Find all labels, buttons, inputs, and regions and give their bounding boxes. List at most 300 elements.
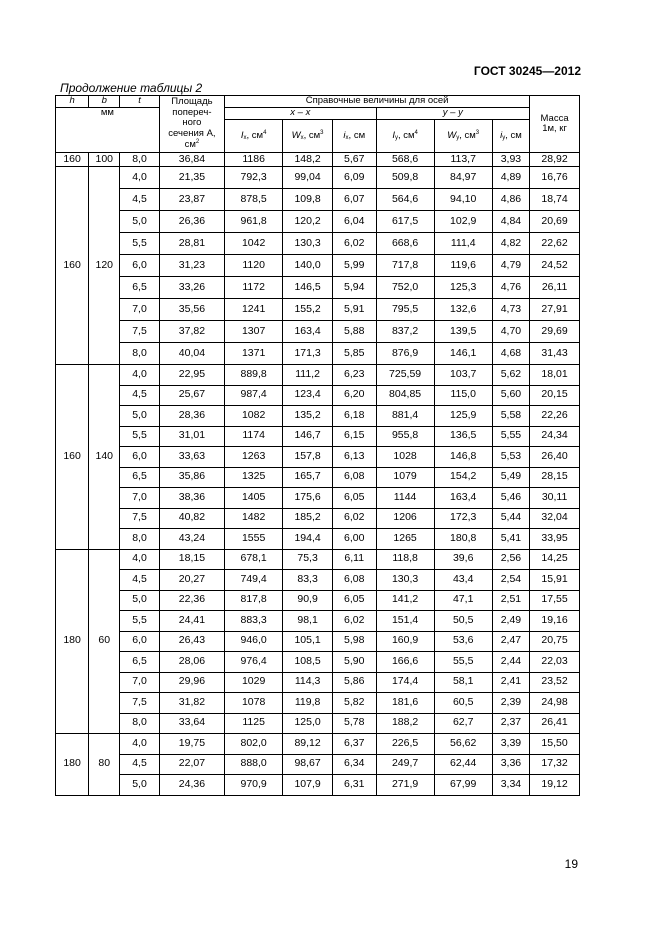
table-cell: 109,8 [283, 189, 333, 211]
table-cell: 5,0 [120, 775, 159, 796]
table-cell: 7,0 [120, 299, 159, 321]
table-cell: 1079 [376, 467, 434, 488]
table-cell: 6,15 [332, 426, 376, 447]
table-cell: 5,5 [120, 426, 159, 447]
table-cell: 28,06 [159, 652, 224, 673]
table-cell: 7,5 [120, 693, 159, 714]
table-row [56, 672, 580, 693]
table-row [56, 343, 580, 365]
table-cell: 20,69 [530, 211, 580, 233]
table-row [56, 365, 580, 386]
table-cell: 31,23 [159, 255, 224, 277]
table-cell: 1144 [376, 488, 434, 509]
table-cell: 53,6 [434, 631, 492, 652]
table-caption: Продолжение таблицы 2 [60, 81, 203, 95]
table-cell: 26,41 [530, 713, 580, 734]
table-cell: 1186 [225, 153, 283, 167]
table-cell: 6,31 [332, 775, 376, 796]
table-cell: 28,15 [530, 467, 580, 488]
table-cell: 792,3 [225, 167, 283, 189]
table-cell: 148,2 [283, 153, 333, 167]
table-cell: 4,68 [492, 343, 529, 365]
table-cell: 24,98 [530, 693, 580, 714]
table-cell: 108,5 [283, 652, 333, 673]
table-cell: 6,0 [120, 447, 159, 468]
table-cell: 132,6 [434, 299, 492, 321]
cell-b: 80 [89, 734, 120, 796]
table-cell: 5,5 [120, 611, 159, 632]
table-row [56, 488, 580, 509]
table-row [56, 153, 580, 167]
table-cell: 14,25 [530, 549, 580, 570]
table-cell: 38,36 [159, 488, 224, 509]
table-cell: 5,88 [332, 321, 376, 343]
table-cell: 22,03 [530, 652, 580, 673]
table-cell: 171,3 [283, 343, 333, 365]
table-cell: 35,86 [159, 467, 224, 488]
table-cell: 18,01 [530, 365, 580, 386]
table-cell: 564,6 [376, 189, 434, 211]
table-cell: 75,3 [283, 549, 333, 570]
table-cell: 26,11 [530, 277, 580, 299]
table-cell: 5,91 [332, 299, 376, 321]
table-cell: 155,2 [283, 299, 333, 321]
table-cell: 6,02 [332, 611, 376, 632]
table-cell: 6,5 [120, 467, 159, 488]
table-cell: 99,04 [283, 167, 333, 189]
table-cell: 2,54 [492, 570, 529, 591]
table-cell: 889,8 [225, 365, 283, 386]
table-cell: 181,6 [376, 693, 434, 714]
table-cell: 40,82 [159, 508, 224, 529]
header-b: b [89, 96, 120, 108]
table-cell: 5,99 [332, 255, 376, 277]
table-cell: 24,34 [530, 426, 580, 447]
table-cell: 40,04 [159, 343, 224, 365]
cell-h: 180 [56, 734, 89, 796]
header-ix: $I_x$, $см^4$ [225, 120, 283, 153]
table-cell: 125,0 [283, 713, 333, 734]
table-cell: 105,1 [283, 631, 333, 652]
header-axis-y: y – y [376, 108, 530, 120]
table-cell: 5,55 [492, 426, 529, 447]
table-cell: 58,1 [434, 672, 492, 693]
table-cell: 4,82 [492, 233, 529, 255]
table-cell: 157,8 [283, 447, 333, 468]
table-cell: 119,8 [283, 693, 333, 714]
table-cell: 22,07 [159, 754, 224, 775]
table-cell: 139,5 [434, 321, 492, 343]
table-cell: 28,81 [159, 233, 224, 255]
table-cell: 146,7 [283, 426, 333, 447]
table-cell: 1263 [225, 447, 283, 468]
table-cell: 151,4 [376, 611, 434, 632]
table-cell: 89,12 [283, 734, 333, 755]
table-cell: 4,0 [120, 167, 159, 189]
table-row [56, 549, 580, 570]
table-cell: 2,56 [492, 549, 529, 570]
table-cell: 4,79 [492, 255, 529, 277]
table-cell: 26,43 [159, 631, 224, 652]
table-cell: 154,2 [434, 467, 492, 488]
table-cell: 26,40 [530, 447, 580, 468]
table-row [56, 277, 580, 299]
table-cell: 22,62 [530, 233, 580, 255]
table-cell: 1371 [225, 343, 283, 365]
table-cell: 146,8 [434, 447, 492, 468]
table-cell: 84,97 [434, 167, 492, 189]
table-cell: 163,4 [283, 321, 333, 343]
table-cell: 113,7 [434, 153, 492, 167]
table-cell: 8,0 [120, 343, 159, 365]
table-cell: 22,26 [530, 406, 580, 427]
table-cell: 976,4 [225, 652, 283, 673]
table-row [56, 385, 580, 406]
table-cell: 4,86 [492, 189, 529, 211]
table-cell: 883,3 [225, 611, 283, 632]
header-mm: мм [56, 108, 160, 153]
table-row [56, 652, 580, 673]
table-cell: 6,37 [332, 734, 376, 755]
table-row [56, 299, 580, 321]
table-cell: 166,6 [376, 652, 434, 673]
table-row [56, 631, 580, 652]
table-cell: 160,9 [376, 631, 434, 652]
table-cell: 98,1 [283, 611, 333, 632]
table-cell: 5,78 [332, 713, 376, 734]
table-cell: 31,82 [159, 693, 224, 714]
header-rx: $i_x$, см [332, 120, 376, 153]
table-cell: 20,15 [530, 385, 580, 406]
table-cell: 617,5 [376, 211, 434, 233]
table-cell: 67,99 [434, 775, 492, 796]
table-cell: 802,0 [225, 734, 283, 755]
table-cell: 4,0 [120, 734, 159, 755]
table-cell: 5,67 [332, 153, 376, 167]
table-cell: 174,4 [376, 672, 434, 693]
table-row [56, 447, 580, 468]
table-cell: 249,7 [376, 754, 434, 775]
table-cell: 5,44 [492, 508, 529, 529]
table-cell: 6,5 [120, 277, 159, 299]
table-cell: 163,4 [434, 488, 492, 509]
table-cell: 1265 [376, 529, 434, 550]
table-cell: 6,04 [332, 211, 376, 233]
table-cell: 5,46 [492, 488, 529, 509]
table-cell: 7,0 [120, 488, 159, 509]
table-cell: 6,09 [332, 167, 376, 189]
table-cell: 1028 [376, 447, 434, 468]
table-cell: 47,1 [434, 590, 492, 611]
table-cell: 60,5 [434, 693, 492, 714]
table-cell: 4,84 [492, 211, 529, 233]
table-cell: 2,41 [492, 672, 529, 693]
document-code: ГОСТ 30245—2012 [473, 64, 581, 78]
table-cell: 23,87 [159, 189, 224, 211]
table-cell: 5,53 [492, 447, 529, 468]
header-t: t [120, 96, 159, 108]
table-cell: 1555 [225, 529, 283, 550]
table-cell: 1325 [225, 467, 283, 488]
table-cell: 24,36 [159, 775, 224, 796]
table-cell: 35,56 [159, 299, 224, 321]
table-cell: 39,6 [434, 549, 492, 570]
table-cell: 4,76 [492, 277, 529, 299]
table-cell: 21,35 [159, 167, 224, 189]
header-h: h [56, 96, 89, 108]
table-cell: 119,6 [434, 255, 492, 277]
table-cell: 881,4 [376, 406, 434, 427]
table-cell: 725,59 [376, 365, 434, 386]
table-row [56, 233, 580, 255]
table-cell: 5,41 [492, 529, 529, 550]
table-cell: 2,47 [492, 631, 529, 652]
table-row [56, 167, 580, 189]
table-cell: 4,0 [120, 549, 159, 570]
table-cell: 4,73 [492, 299, 529, 321]
table-cell: 37,82 [159, 321, 224, 343]
table-cell: 115,0 [434, 385, 492, 406]
table-cell: 1174 [225, 426, 283, 447]
table-cell: 5,82 [332, 693, 376, 714]
table-cell: 6,34 [332, 754, 376, 775]
table-cell: 125,3 [434, 277, 492, 299]
table-cell: 5,0 [120, 211, 159, 233]
table-cell: 5,5 [120, 233, 159, 255]
table-row [56, 754, 580, 775]
table-cell: 130,3 [283, 233, 333, 255]
table-cell: 111,4 [434, 233, 492, 255]
table-cell: 28,36 [159, 406, 224, 427]
table-cell: 17,55 [530, 590, 580, 611]
table-cell: 6,0 [120, 631, 159, 652]
table-cell: 1241 [225, 299, 283, 321]
table-cell: 5,58 [492, 406, 529, 427]
table-cell: 3,36 [492, 754, 529, 775]
table-cell: 955,8 [376, 426, 434, 447]
cell-h: 160 [56, 167, 89, 365]
table-cell: 194,4 [283, 529, 333, 550]
table-cell: 28,92 [530, 153, 580, 167]
table-row [56, 693, 580, 714]
table-cell: 5,85 [332, 343, 376, 365]
table-row [56, 611, 580, 632]
table-cell: 107,9 [283, 775, 333, 796]
table-cell: 7,5 [120, 321, 159, 343]
table-cell: 20,75 [530, 631, 580, 652]
table-cell: 123,4 [283, 385, 333, 406]
table-cell: 1042 [225, 233, 283, 255]
header-area: Площадь попереч- ного сечения A, $см^2$ [159, 96, 224, 153]
table-cell: 98,67 [283, 754, 333, 775]
table-cell: 795,5 [376, 299, 434, 321]
header-mass: Масса 1м, кг [530, 96, 580, 153]
table-cell: 878,5 [225, 189, 283, 211]
table-cell: 961,8 [225, 211, 283, 233]
table-cell: 141,2 [376, 590, 434, 611]
table-cell: 31,01 [159, 426, 224, 447]
table-cell: 1172 [225, 277, 283, 299]
table-cell: 837,2 [376, 321, 434, 343]
table-cell: 27,91 [530, 299, 580, 321]
table-cell: 31,43 [530, 343, 580, 365]
table-cell: 5,94 [332, 277, 376, 299]
table-cell: 26,36 [159, 211, 224, 233]
table-cell: 1405 [225, 488, 283, 509]
table-cell: 5,49 [492, 467, 529, 488]
table-cell: 2,44 [492, 652, 529, 673]
table-cell: 2,39 [492, 693, 529, 714]
table-row [56, 467, 580, 488]
table-cell: 3,39 [492, 734, 529, 755]
table-cell: 33,26 [159, 277, 224, 299]
table-row [56, 321, 580, 343]
header-wy: $W_y$, $см^3$ [434, 120, 492, 153]
table-cell: 32,04 [530, 508, 580, 529]
table-cell: 1120 [225, 255, 283, 277]
table-row [56, 406, 580, 427]
table-cell: 140,0 [283, 255, 333, 277]
table-cell: 15,50 [530, 734, 580, 755]
table-cell: 3,34 [492, 775, 529, 796]
table-cell: 62,7 [434, 713, 492, 734]
table-cell: 1125 [225, 713, 283, 734]
table-cell: 6,20 [332, 385, 376, 406]
table-cell: 4,5 [120, 385, 159, 406]
table-row [56, 590, 580, 611]
table-cell: 111,2 [283, 365, 333, 386]
table-row [56, 713, 580, 734]
table-cell: 876,9 [376, 343, 434, 365]
table-cell: 1082 [225, 406, 283, 427]
table-cell: 5,90 [332, 652, 376, 673]
table-cell: 817,8 [225, 590, 283, 611]
table-cell: 2,37 [492, 713, 529, 734]
table-row [56, 734, 580, 755]
table-row [56, 570, 580, 591]
table-cell: 6,08 [332, 467, 376, 488]
table-cell: 118,8 [376, 549, 434, 570]
table-cell: 36,84 [159, 153, 224, 167]
table-cell: 6,00 [332, 529, 376, 550]
table-cell: 6,18 [332, 406, 376, 427]
table-cell: 19,12 [530, 775, 580, 796]
table-cell: 6,0 [120, 255, 159, 277]
table-row [56, 255, 580, 277]
cell-b: 60 [89, 549, 120, 734]
table-cell: 23,52 [530, 672, 580, 693]
table-cell: 5,62 [492, 365, 529, 386]
table-cell: 33,95 [530, 529, 580, 550]
table-cell: 185,2 [283, 508, 333, 529]
table-cell: 678,1 [225, 549, 283, 570]
cell-h: 160 [56, 153, 89, 167]
table-cell: 5,0 [120, 590, 159, 611]
table-cell: 180,8 [434, 529, 492, 550]
header-wx: $W_x$, $см^3$ [283, 120, 333, 153]
table-cell: 22,36 [159, 590, 224, 611]
header-axis-x: x – x [225, 108, 376, 120]
table-cell: 50,5 [434, 611, 492, 632]
table-cell: 172,3 [434, 508, 492, 529]
table-cell: 30,11 [530, 488, 580, 509]
table-cell: 4,89 [492, 167, 529, 189]
table-cell: 114,3 [283, 672, 333, 693]
table-cell: 22,95 [159, 365, 224, 386]
table-cell: 1078 [225, 693, 283, 714]
table-cell: 6,02 [332, 508, 376, 529]
table-cell: 90,9 [283, 590, 333, 611]
table-cell: 19,75 [159, 734, 224, 755]
table-cell: 136,5 [434, 426, 492, 447]
table-cell: 668,6 [376, 233, 434, 255]
table-cell: 94,10 [434, 189, 492, 211]
table-cell: 717,8 [376, 255, 434, 277]
table-cell: 120,2 [283, 211, 333, 233]
table-body [56, 153, 580, 796]
table-cell: 43,24 [159, 529, 224, 550]
table-cell: 4,0 [120, 365, 159, 386]
table-cell: 6,5 [120, 652, 159, 673]
table-cell: 6,05 [332, 590, 376, 611]
table-cell: 125,9 [434, 406, 492, 427]
table-cell: 102,9 [434, 211, 492, 233]
table-row [56, 508, 580, 529]
table-cell: 568,6 [376, 153, 434, 167]
cell-h: 160 [56, 365, 89, 550]
cell-b: 100 [89, 153, 120, 167]
cell-b: 120 [89, 167, 120, 365]
table-cell: 146,1 [434, 343, 492, 365]
table-cell: 8,0 [120, 153, 159, 167]
table-cell: 7,0 [120, 672, 159, 693]
table-cell: 752,0 [376, 277, 434, 299]
table-cell: 4,5 [120, 754, 159, 775]
table-cell: 4,70 [492, 321, 529, 343]
table-cell: 1206 [376, 508, 434, 529]
table-cell: 804,85 [376, 385, 434, 406]
table-cell: 19,16 [530, 611, 580, 632]
table-cell: 56,62 [434, 734, 492, 755]
table-cell: 33,63 [159, 447, 224, 468]
table-cell: 130,3 [376, 570, 434, 591]
header-iy: $I_y$, $см^4$ [376, 120, 434, 153]
table-cell: 7,5 [120, 508, 159, 529]
table-cell: 135,2 [283, 406, 333, 427]
table-cell: 5,86 [332, 672, 376, 693]
table-cell: 749,4 [225, 570, 283, 591]
table-row [56, 426, 580, 447]
table-cell: 103,7 [434, 365, 492, 386]
table-cell: 20,27 [159, 570, 224, 591]
table-cell: 3,93 [492, 153, 529, 167]
table-cell: 62,44 [434, 754, 492, 775]
table-cell: 18,15 [159, 549, 224, 570]
table-cell: 16,76 [530, 167, 580, 189]
table-cell: 1029 [225, 672, 283, 693]
profile-table [55, 95, 580, 796]
header-reference-values: Справочные величины для осей [225, 96, 530, 108]
table-cell: 55,5 [434, 652, 492, 673]
table-cell: 4,5 [120, 189, 159, 211]
table-cell: 888,0 [225, 754, 283, 775]
table-cell: 25,67 [159, 385, 224, 406]
table-cell: 6,11 [332, 549, 376, 570]
table-row [56, 211, 580, 233]
table-cell: 6,02 [332, 233, 376, 255]
table-cell: 5,60 [492, 385, 529, 406]
table-cell: 83,3 [283, 570, 333, 591]
